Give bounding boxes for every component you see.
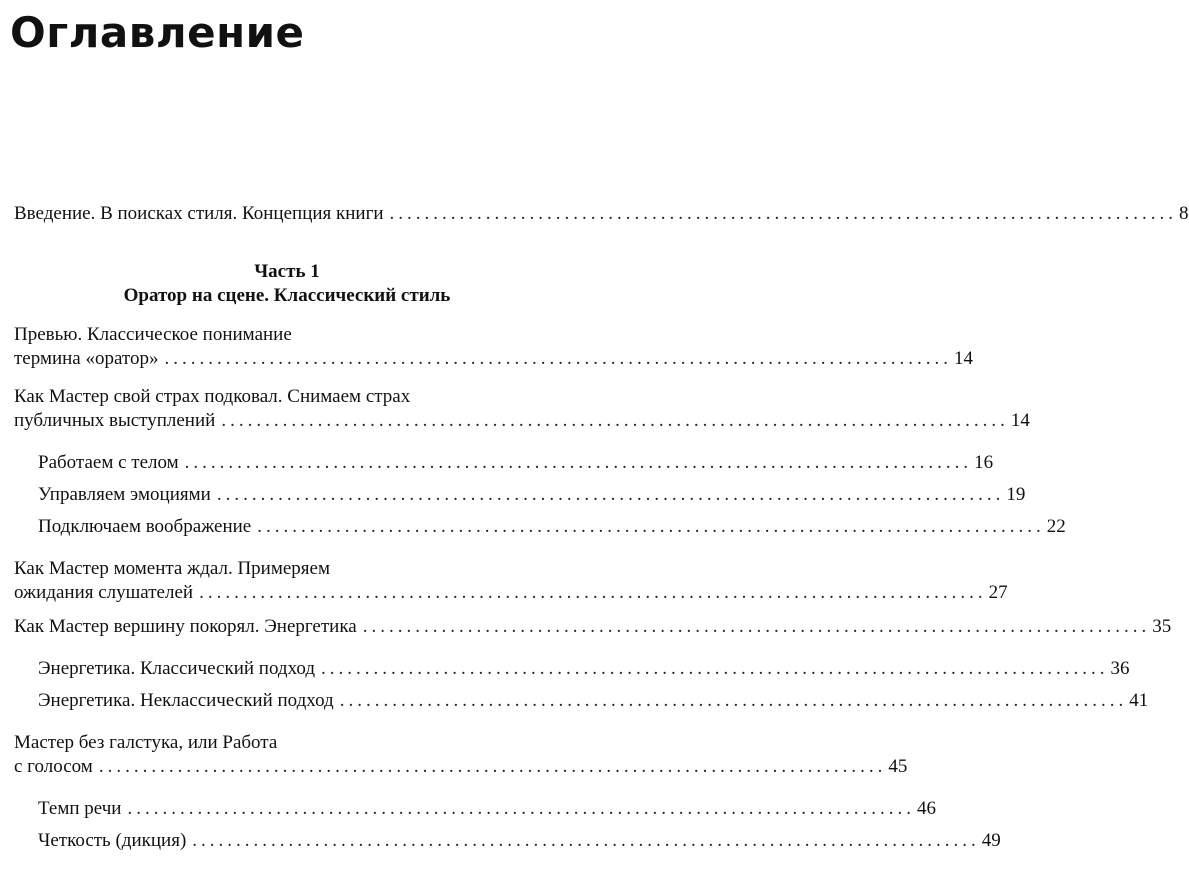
toc-entry-title: Темп речи [38,798,122,819]
toc-entry-intro[interactable] [14,202,1189,226]
toc-entry-title: Энергетика. Неклассический подход [38,690,334,711]
leader-dots: .......................................................................................... [199,582,987,603]
leader-dots: .......................................................................................... [184,452,973,473]
toc-entry-title: Введение. В поисках стиля. Концепция книги [14,203,384,224]
leader-dots: .......................................................................................... [339,690,1128,711]
toc-page-number: 49 [981,830,1001,851]
toc-entry-title: Четкость (дикция) [38,830,187,851]
toc-entry-title: Как Мастер момента ждал. Примеряем [14,558,331,579]
part-number: Часть 1 [254,261,320,282]
toc-page-number: 46 [916,798,936,819]
toc-subentry[interactable] [38,483,1026,507]
toc-page-number: 8 [1179,203,1189,224]
leader-dots: .......................................................................................... [192,830,980,851]
toc-page-number: 22 [1046,516,1066,537]
part-heading [0,260,574,308]
toc-entry-title: Подключаем воображение [38,516,252,537]
toc-entry-title: Мастер без галстука, или Работа [14,732,278,753]
toc-entry-title: Превью. Классическое понимание [14,324,292,345]
toc-page-number: 45 [888,756,908,777]
toc-subentry[interactable] [38,515,1066,539]
toc-entry-title: Энергетика. Классический подход [38,658,315,679]
leader-dots: .......................................................................................... [257,516,1045,537]
toc-subentry[interactable] [38,657,1130,681]
toc-subentry[interactable] [38,829,1001,853]
toc-page-number: 41 [1129,690,1149,711]
leader-dots: .......................................................................................... [389,203,1178,224]
toc-entry-title: Работаем с телом [38,452,179,473]
toc-entry[interactable] [14,323,973,371]
toc-page-number: 14 [1010,410,1030,431]
leader-dots: .......................................................................................... [127,798,915,819]
toc-page-number: 14 [954,348,973,369]
toc-subentry[interactable] [38,689,1149,713]
leader-dots: .......................................................................................... [320,658,1109,679]
toc-subentry[interactable] [38,451,994,475]
toc-entry-title-cont: с голосом [14,756,93,777]
toc-subentry[interactable] [38,797,936,821]
toc-page-number: 36 [1110,658,1130,679]
toc-entry-title: Как Мастер вершину покорял. Энергетика [14,616,357,637]
leader-dots: .......................................................................................... [216,484,1005,505]
leader-dots: .......................................................................................... [164,348,952,369]
leader-dots: .......................................................................................... [221,410,1009,431]
toc-page-number: 19 [1006,484,1026,505]
toc-entry-title-cont: ожидания слушателей [14,582,194,603]
toc-entry[interactable] [14,557,1008,605]
toc-page-number: 27 [988,582,1008,603]
leader-dots: .......................................................................................... [98,756,887,777]
page-title: Оглавление [10,8,305,57]
toc-entry[interactable] [14,385,1030,433]
toc-entry[interactable] [14,615,1172,639]
toc-entry[interactable] [14,731,908,779]
toc-entry-title-cont: термина «оратор» [14,348,159,369]
toc-page-number: 35 [1152,616,1172,637]
toc-page-number: 16 [974,452,994,473]
toc-entry-title: Управляем эмоциями [38,484,211,505]
toc-entry-title: Как Мастер свой страх подковал. Снимаем страх [14,386,411,407]
part-title: Оратор на сцене. Классический стиль [123,285,451,306]
toc-entry-title-cont: публичных выступлений [14,410,216,431]
leader-dots: .......................................................................................... [362,616,1151,637]
table-of-contents [0,202,1189,853]
